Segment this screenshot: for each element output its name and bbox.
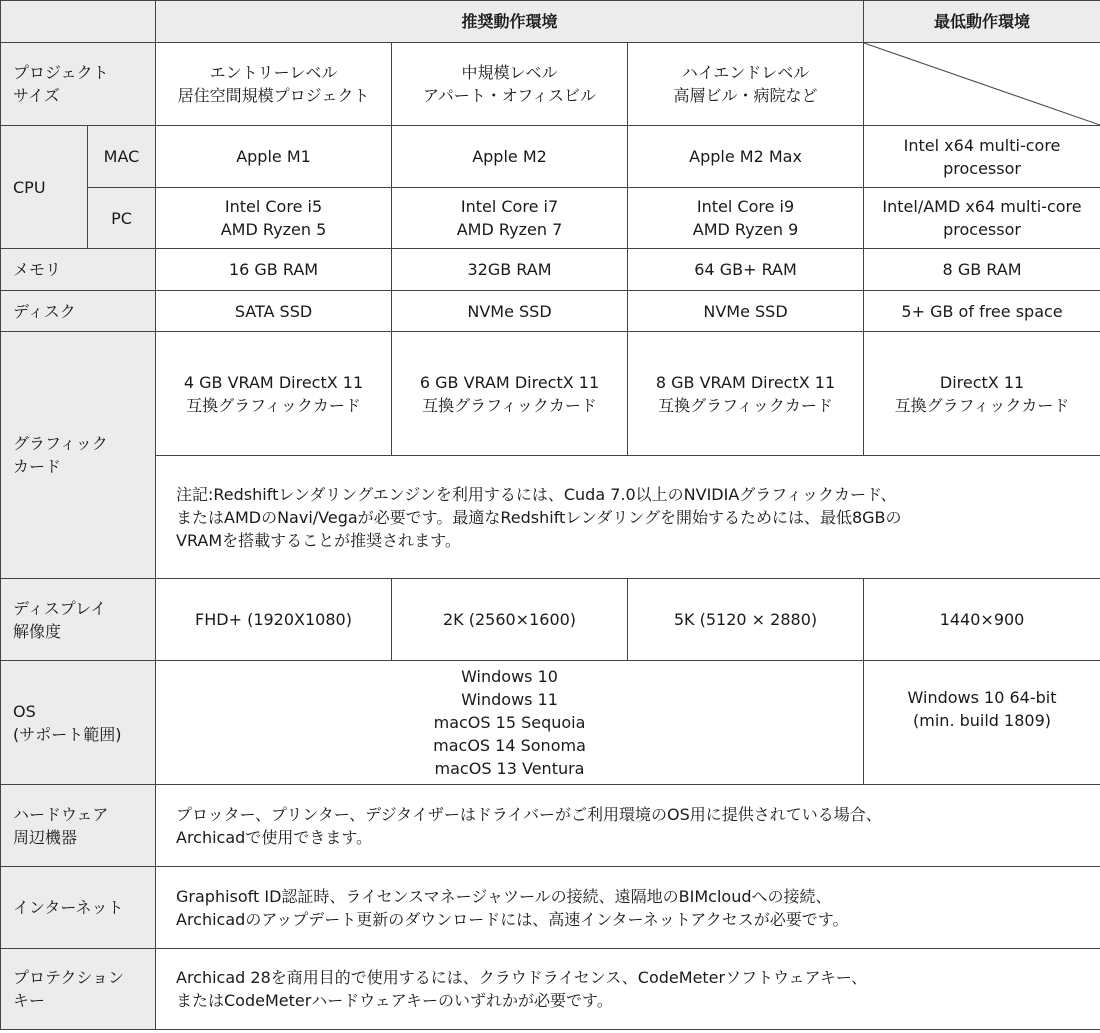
memory-min: 8 GB RAM — [864, 249, 1100, 291]
display-min: 1440×900 — [864, 579, 1100, 661]
display-high: 5K (5120 × 2880) — [628, 579, 864, 661]
project-size-min-diagonal-cell — [864, 43, 1100, 126]
cpu-mac-entry: Apple M1 — [156, 126, 392, 188]
hardware-row — [1, 785, 1100, 867]
corner-cell — [1, 1, 156, 43]
internet-text: Graphisoft ID認証時、ライセンスマネージャツールの接続、遠隔地のBIMcloudへの接続、 Archicadのアップデート更新のダウンロードには、高速インターネットアクセスが必要です。 — [156, 867, 1100, 949]
cpu-pc-entry: Intel Core i5 AMD Ryzen 5 — [156, 188, 392, 249]
cpu-pc-label: PC — [88, 188, 156, 249]
project-size-entry: エントリーレベル 居住空間規模プロジェクト — [156, 43, 392, 126]
cpu-mac-label: MAC — [88, 126, 156, 188]
protection-text: Archicad 28を商用目的で使用するには、クラウドライセンス、CodeMeterソフトウェアキー、 またはCodeMeterハードウェアキーのいずれかが必要です。 — [156, 949, 1100, 1030]
graphics-note-row — [1, 456, 1100, 579]
graphics-note: 注記:Redshiftレンダリングエンジンを利用するには、Cuda 7.0以上のNVIDIAグラフィックカード、 またはAMDのNavi/Vegaが必要です。最適なRedshiftレンダリングを開始するためには、最低8GBの VRAMを搭載することが推奨されます。 — [156, 456, 1100, 579]
internet-row — [1, 867, 1100, 949]
display-row — [1, 579, 1100, 661]
hardware-text: プロッター、プリンター、デジタイザーはドライバーがご利用環境のOS用に提供されている場合、 Archicadで使用できます。 — [156, 785, 1100, 867]
memory-row — [1, 249, 1100, 291]
display-label: ディスプレイ 解像度 — [1, 579, 156, 661]
graphics-row — [1, 332, 1100, 456]
disk-mid: NVMe SSD — [392, 291, 628, 332]
disk-label: ディスク — [1, 291, 156, 332]
graphics-high: 8 GB VRAM DirectX 11 互換グラフィックカード — [628, 332, 864, 456]
protection-row — [1, 949, 1100, 1030]
cpu-pc-row — [1, 188, 1100, 249]
internet-label: インターネット — [1, 867, 156, 949]
project-size-high: ハイエンドレベル 高層ビル・病院など — [628, 43, 864, 126]
cpu-mac-mid: Apple M2 — [392, 126, 628, 188]
hardware-label: ハードウェア 周辺機器 — [1, 785, 156, 867]
disk-high: NVMe SSD — [628, 291, 864, 332]
os-recommended: Windows 10 Windows 11 macOS 15 Sequoia macOS 14 Sonoma macOS 13 Ventura — [156, 661, 864, 785]
graphics-label: グラフィック カード — [1, 332, 156, 579]
project-size-row — [1, 43, 1100, 126]
project-size-label: プロジェクト サイズ — [1, 43, 156, 126]
minimum-header: 最低動作環境 — [864, 1, 1100, 43]
display-entry: FHD+ (1920X1080) — [156, 579, 392, 661]
cpu-mac-row — [1, 126, 1100, 188]
cpu-pc-min: Intel/AMD x64 multi-core processor — [864, 188, 1100, 249]
os-min: Windows 10 64-bit (min. build 1809) — [864, 661, 1100, 785]
memory-high: 64 GB+ RAM — [628, 249, 864, 291]
disk-min: 5+ GB of free space — [864, 291, 1100, 332]
os-row — [1, 661, 1100, 785]
diagonal-line — [864, 43, 1100, 125]
recommended-header: 推奨動作環境 — [156, 1, 864, 43]
graphics-min: DirectX 11 互換グラフィックカード — [864, 332, 1100, 456]
project-size-mid: 中規模レベル アパート・オフィスビル — [392, 43, 628, 126]
disk-row — [1, 291, 1100, 332]
disk-entry: SATA SSD — [156, 291, 392, 332]
cpu-mac-high: Apple M2 Max — [628, 126, 864, 188]
cpu-pc-high: Intel Core i9 AMD Ryzen 9 — [628, 188, 864, 249]
memory-mid: 32GB RAM — [392, 249, 628, 291]
cpu-pc-mid: Intel Core i7 AMD Ryzen 7 — [392, 188, 628, 249]
protection-label: プロテクション キー — [1, 949, 156, 1030]
graphics-mid: 6 GB VRAM DirectX 11 互換グラフィックカード — [392, 332, 628, 456]
memory-label: メモリ — [1, 249, 156, 291]
os-label: OS (サポート範囲) — [1, 661, 156, 785]
memory-entry: 16 GB RAM — [156, 249, 392, 291]
display-mid: 2K (2560×1600) — [392, 579, 628, 661]
cpu-label: CPU — [1, 126, 88, 249]
graphics-entry: 4 GB VRAM DirectX 11 互換グラフィックカード — [156, 332, 392, 456]
header-row — [1, 1, 1100, 43]
cpu-mac-min: Intel x64 multi-core processor — [864, 126, 1100, 188]
